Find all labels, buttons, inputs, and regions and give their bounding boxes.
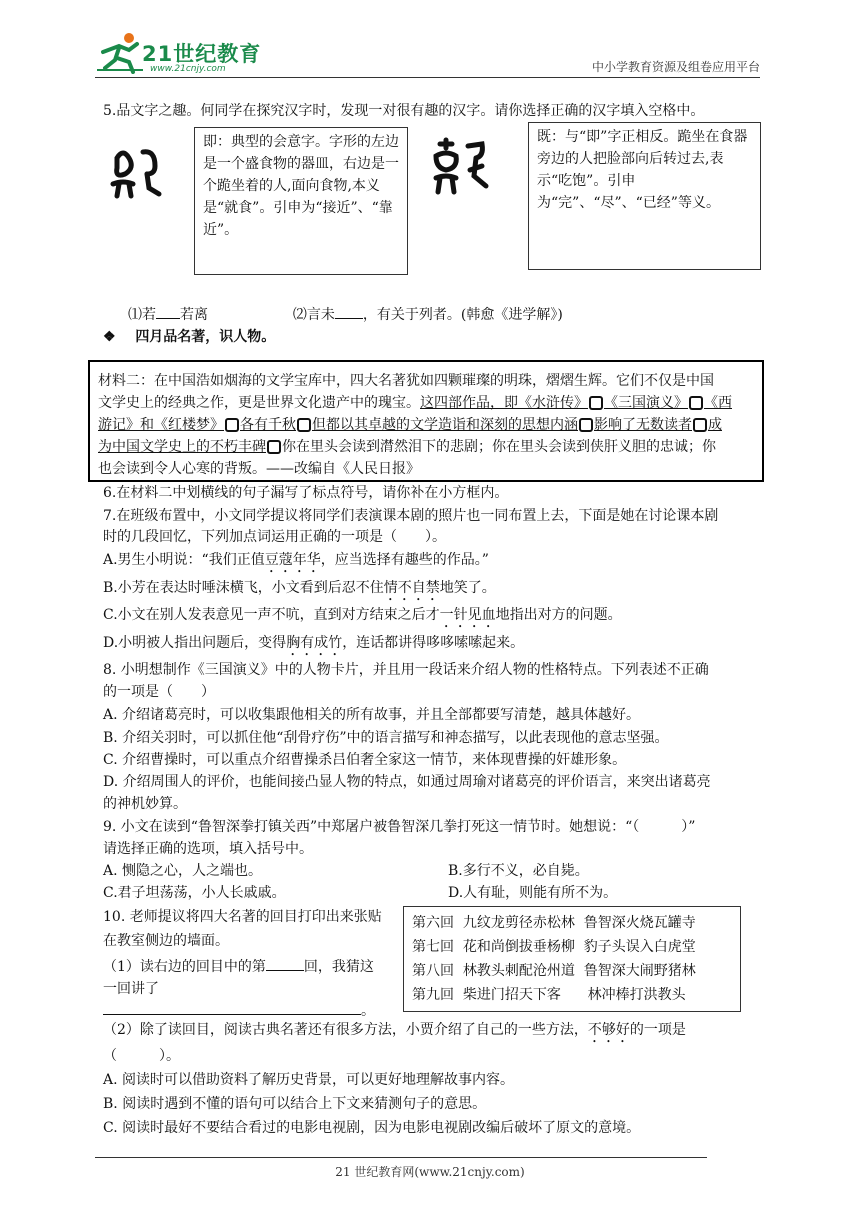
q7-c-post: 地指出对方的问题。: [495, 607, 622, 623]
material-line-4: [98, 436, 716, 458]
q10-line-4: 一回讲了: [103, 981, 159, 997]
q7-option-c: [103, 606, 622, 631]
ji-explanation-text: 即：典型的会意字。字形的左边是一个盛食物的器皿，右边是一个跪坐着的人,面向食物,本义是“就食”。引申为“接近”、“靠近”。: [203, 134, 399, 238]
huimu-box: [403, 906, 741, 1012]
material-l3e: 成: [708, 417, 722, 433]
q10-answer-blank[interactable]: [103, 1000, 361, 1015]
oracle-jixi-glyph-icon: [430, 136, 492, 198]
section-title: 四月品名著，识人物。: [135, 329, 276, 345]
q7-d-dotted: 胸有成竹: [286, 635, 343, 651]
q8-option-d-line-2: 的神机妙算。: [103, 796, 187, 812]
q10-option-b: B. 阅读时遇到不懂的语句可以结合上下文来猜测句子的意思。: [103, 1096, 487, 1112]
material-l3c: 但都以其卓越的文学造诣和深刻的思想内涵: [312, 417, 578, 433]
footer-text: 21 世纪教育网(www.21cnjy.com): [335, 1165, 525, 1179]
q5-sub1-suffix: 若离: [180, 307, 208, 323]
material-line-2: [98, 392, 732, 414]
material-l2c: 《三国演义》: [604, 395, 688, 411]
q9-option-d: D.人有耻，则能有所不为。: [448, 885, 618, 901]
q8-line-2: 的一项是（ ）: [103, 684, 215, 700]
oracle-ji-glyph-icon: [107, 140, 165, 202]
q10-line-1: 10. 老师提议将四大名著的回目打印出来张贴: [103, 909, 382, 925]
q7-c-pre: C.小文在别人发表意见一声不吭，直到对方结束之后才: [103, 607, 440, 623]
q9-option-a: A. 恻隐之心，人之端也。: [103, 863, 263, 879]
jixi-explanation-text: 既：与“即”字正相反。跪坐在食器旁边的人把脸部向后转过去,表示“吃饱”。引申为“完”、“尽”、“已经”等义。: [537, 129, 748, 211]
q5-title: 5.品文字之趣。何同学在探究汉字时，发现一对很有趣的汉字。请你选择正确的汉字填入空格中。: [103, 103, 705, 119]
q10-line-3: [103, 956, 374, 976]
q7-line-2: 时的几段回忆，下列加点词运用正确的一项是（ ）。: [103, 529, 446, 545]
q7-a-post: ，应当选择有趣些的作品。”: [320, 552, 489, 568]
material-l3d: 影响了无数读者: [594, 417, 692, 433]
q10-l3a: （1）读右边的回目中的第: [103, 959, 266, 975]
q9-line-2: 请选择正确的选项，填入括号中。: [103, 841, 313, 857]
huimu-item: 第八回 林教头刺配沧州道 鲁智深大闹野猪林: [412, 963, 696, 979]
q5-sub1-prefix: ⑴若: [128, 307, 156, 323]
q7-b-dotted: 情不自禁: [383, 580, 440, 596]
material-l2b: 这四部作品，即《水浒传》: [420, 395, 588, 411]
punct-box-3[interactable]: [225, 418, 239, 432]
material-l2d: 《西: [704, 395, 732, 411]
q7-c-dotted: 一针见血: [439, 607, 496, 623]
q8-option-c: C. 介绍曹操时，可以重点介绍曹操杀吕伯奢全家这一情节，来体现曹操的奸雄形象。: [103, 752, 627, 768]
q10-line-2: 在教室侧边的墙面。: [103, 933, 229, 949]
q9-option-b: B.多行不义，必自毙。: [448, 863, 589, 879]
material-l4b: 你在里头会读到潸然泪下的悲剧；你在里头会读到侠肝义胆的忠诚；你: [282, 439, 716, 455]
q7-a-dotted: 豆蔻年华: [264, 552, 321, 568]
q7-d-post: ，连话都讲得哆哆嗦嗦起来。: [342, 635, 525, 651]
q8-line-1: 8. 小明想制作《三国演义》中的人物卡片，并且用一段话来介绍人物的性格特点。下列表述不正确: [103, 662, 709, 678]
punct-box-7[interactable]: [267, 440, 281, 454]
q7-option-b: [103, 579, 496, 604]
q7-b-pre: B.小芳在表达时唾沫横飞，小文看到后忍不住: [103, 580, 384, 596]
section-bullet-icon: ❖: [103, 329, 116, 345]
material-line-5: 也会读到令人心寒的背叛。——改编自《人民日报》: [98, 461, 420, 477]
material-line-3: [98, 414, 722, 436]
q8-option-b: B. 介绍关羽时，可以抓住他“刮骨疗伤”中的语言描写和神态描写，以此表现他的意志坚强。: [103, 730, 669, 746]
huimu-item: 第七回 花和尚倒拔垂杨柳 豹子头误入白虎堂: [412, 939, 696, 955]
huimu-item: 第六回 九纹龙剪径赤松林 鲁智深火烧瓦罐寺: [412, 915, 696, 931]
q10-p2-dotted: 不够好: [587, 1022, 630, 1038]
punct-box-2[interactable]: [689, 396, 703, 410]
section-heading: [103, 328, 275, 346]
q7-d-pre: D.小明被人指出问题后，变得: [103, 635, 287, 651]
material-l2a: 文学史上的经典之作，更是世界文化遗产中的瑰宝。: [98, 395, 420, 411]
logo-url: www.21cnjy.com: [150, 64, 226, 74]
punct-box-1[interactable]: [589, 396, 603, 410]
runner-logo-icon: [95, 30, 145, 74]
q8-option-d-line-1: D. 介绍周围人的评价，也能间接凸显人物的特点，如通过周瑜对诸葛亮的评价语言，来突出诸葛亮: [103, 774, 711, 790]
q5-subquestions: [128, 304, 563, 324]
punct-box-5[interactable]: [579, 418, 593, 432]
q10-option-a: A. 阅读时可以借助资料了解历史背景，可以更好地理解故事内容。: [103, 1072, 515, 1088]
q6-text: 6.在材料二中划横线的句子漏写了标点符号，请你补在小方框内。: [103, 485, 509, 501]
jixi-explanation-box: [528, 122, 761, 270]
q10-l5-end: 。: [361, 1003, 375, 1019]
q10-chapter-blank[interactable]: [266, 956, 304, 971]
q7-line-1: 7.在班级布置中，小文同学提议将同学们表演课本剧的照片也一同布置上去，下面是她在讨论课本剧: [103, 508, 719, 524]
punct-box-6[interactable]: [693, 418, 707, 432]
q10-option-c: C. 阅读时最好不要结合看过的电影电视剧，因为电影电视剧改编后破坏了原文的意境。: [103, 1120, 641, 1136]
q5-sub2-suffix: ，有关于列者。(韩愈《进学解》): [362, 307, 563, 323]
logo-text: 21世纪教育: [142, 42, 262, 66]
q7-a-pre: A.男生小明说：“我们正值: [103, 552, 265, 568]
q9-option-c: C.君子坦荡荡，小人长戚戚。: [103, 885, 286, 901]
material-l3b: 各有千秋: [240, 417, 296, 433]
q7-option-a: [103, 551, 489, 576]
q10-p2b: 的一项是: [629, 1022, 686, 1038]
q10-part2-line-1: [103, 1021, 686, 1046]
footer-divider: [95, 1157, 707, 1158]
platform-title: 中小学教育资源及组卷应用平台: [591, 60, 760, 74]
huimu-list: [404, 907, 740, 1007]
material-line-1: 材料二：在中国浩如烟海的文学宝库中，四大名著犹如四颗璀璨的明珠，熠熠生辉。它们不仅是中国: [98, 373, 714, 389]
q10-part2-line-2: （ ）。: [103, 1048, 180, 1064]
q5-sub1-blank[interactable]: [156, 304, 180, 319]
q5-sub2-prefix: ⑵言未: [292, 307, 335, 323]
huimu-item: 第九回 柴进门招天下客 林冲棒打洪教头: [412, 987, 686, 1003]
material-l4a: 为中国文学史上的不朽丰碑: [98, 439, 266, 455]
material-l3a: 游记》和《红楼梦》: [98, 417, 224, 433]
punct-box-4[interactable]: [297, 418, 311, 432]
q9-line-1: 9. 小文在读到“鲁智深拳打镇关西”中郑屠户被鲁智深几拳打死这一情节时。她想说：“（ ）”: [103, 819, 696, 835]
header-divider: [95, 77, 760, 78]
q8-option-a: A. 介绍诸葛亮时，可以收集跟他相关的所有故事，并且全部都要写清楚，越具体越好。: [103, 707, 641, 723]
ji-explanation-box: [194, 127, 408, 275]
q7-option-d: [103, 634, 524, 659]
q7-b-post: 地笑了。: [439, 580, 496, 596]
q10-l3b: 回，我猜这: [303, 959, 374, 975]
q5-sub2-blank[interactable]: [335, 304, 363, 319]
q10-line-5: [103, 1000, 375, 1020]
q10-p2a: （2）除了读回目，阅读古典名著还有很多方法，小贾介绍了自己的一些方法，: [103, 1022, 588, 1038]
